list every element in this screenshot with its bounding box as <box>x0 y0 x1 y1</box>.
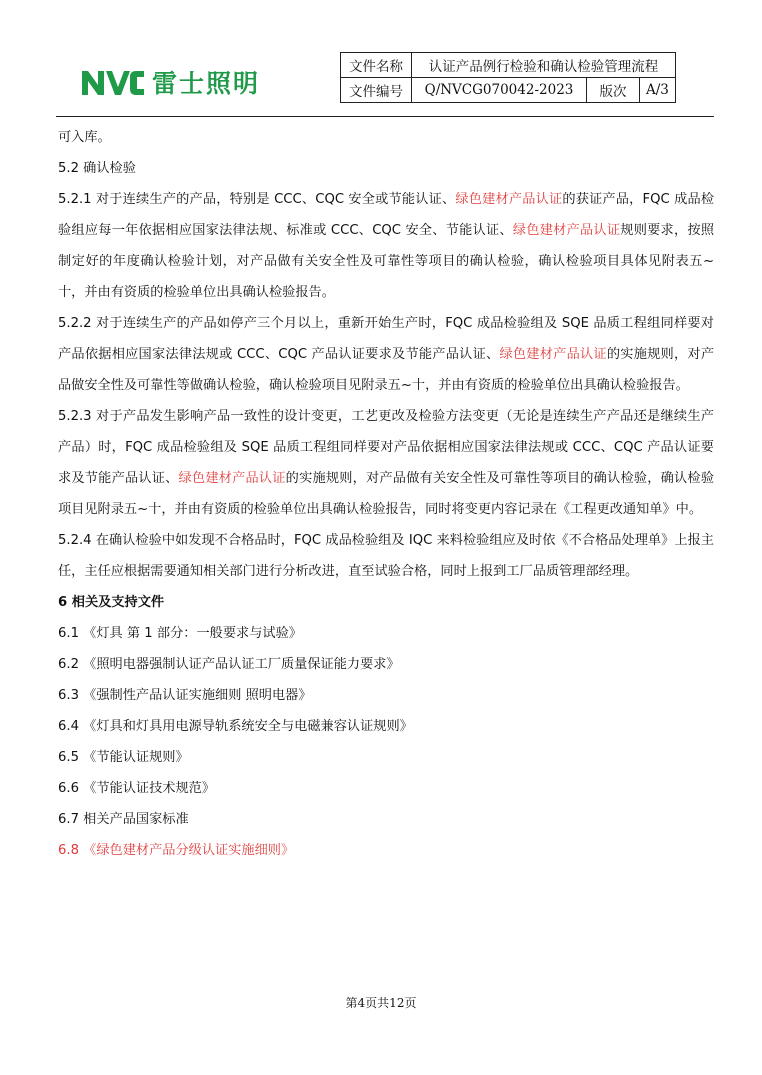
doc-no-label: 文件编号 <box>341 78 412 103</box>
ref-6-1: 6.1 《灯具 第 1 部分：一般要求与试验》 <box>58 626 302 641</box>
document-body <box>58 122 714 866</box>
p521-text-b: 的获证产品，FQC 成品检验组应每一年依据相应国家法律法规、标准或 CCC、CQC 安全、节能认证、 <box>58 192 715 238</box>
p521-text-c: 规则要求，按照制定好的年度确认检验计划，对产品做有关安全性及可靠性等项目的确认检验，确认检验项目具体见附表五~十，并由有资质的检验单位出具确认检验报告。 <box>58 223 715 300</box>
p522-text-b: 的实施规则，对产品做安全性及可靠性等做确认检验，确认检验项目见附录五~十，并由有资质的检验单位出具确认检验报告。 <box>58 347 715 393</box>
p522-highlight-1: 绿色建材产品认证 <box>499 347 607 362</box>
company-logo <box>80 64 260 100</box>
paragraph-5-2-4: 5.2.4 在确认检验中如发现不合格品时，FQC 成品检验组及 IQC 来料检验组应及时依《不合格品处理单》上报主任，主任应根据需要通知相关部门进行分析改进，直至试验合格，同时上报到工厂品质管理部经理。 <box>58 533 714 579</box>
ref-6-4: 6.4 《灯具和灯具用电源导轨系统安全与电磁兼容认证规则》 <box>58 719 413 734</box>
p522-text-a: 5.2.2 对于连续生产的产品如停产三个月以上，重新开始生产时，FQC 成品检验组及 SQE 品质工程组同样要对产品依据相应国家法律法规或 CCC、CQC 产品认证要求及节能产品认证、 <box>58 316 714 362</box>
version-value: A/3 <box>640 78 676 103</box>
doc-no-value: Q/NVCG070042-2023 <box>412 78 587 103</box>
paragraph-5-2-2 <box>58 308 714 401</box>
header-divider <box>56 116 714 117</box>
ref-6-7: 6.7 相关产品国家标准 <box>58 812 189 827</box>
document-header-table <box>340 52 676 103</box>
p521-highlight-2: 绿色建材产品认证 <box>512 223 621 238</box>
ref-6-3: 6.3 《强制性产品认证实施细则 照明电器》 <box>58 688 312 703</box>
p521-text-a: 5.2.1 对于连续生产的产品，特别是 CCC、CQC 安全或节能认证、 <box>58 192 456 207</box>
paragraph-5-2-1 <box>58 184 714 308</box>
ref-6-8: 6.8 《绿色建材产品分级认证实施细则》 <box>58 843 295 858</box>
section-5-2-title: 5.2 确认检验 <box>58 161 136 176</box>
ref-6-2: 6.2 《照明电器强制认证产品认证工厂质量保证能力要求》 <box>58 657 400 672</box>
p523-text-b: 的实施规则，对产品做有关安全性及可靠性等项目的确认检验，确认检验项目见附录五~十，并由有资质的检验单位出具确认检验报告，同时将变更内容记录在《工程更改通知单》中。 <box>58 471 715 517</box>
section-6-title: 6 相关及支持文件 <box>58 595 165 610</box>
nvc-logo-icon <box>80 67 146 97</box>
doc-name-value: 认证产品例行检验和确认检验管理流程 <box>412 53 676 78</box>
version-label: 版次 <box>587 78 640 103</box>
doc-name-label: 文件名称 <box>341 53 412 78</box>
page-number: 第4页共12页 <box>345 996 417 1010</box>
p523-text-a: 5.2.3 对于产品发生影响产品一致性的设计变更，工艺更改及检验方法变更（无论是连续生产产品还是继续生产产品）时，FQC 成品检验组及 SQE 品质工程组同样要对产品依据相应国家法律法规或 CCC、CQC 产品认证要求及节能产品认证、 <box>58 409 714 486</box>
ref-6-6: 6.6 《节能认证技术规范》 <box>58 781 216 796</box>
p521-highlight-1: 绿色建材产品认证 <box>455 192 563 207</box>
brand-name: 雷士照明 <box>152 69 261 98</box>
p523-highlight-1: 绿色建材产品认证 <box>178 471 286 486</box>
ref-6-5: 6.5 《节能认证规则》 <box>58 750 189 765</box>
paragraph-5-2-3 <box>58 401 714 525</box>
intro-line: 可入库。 <box>58 130 111 145</box>
